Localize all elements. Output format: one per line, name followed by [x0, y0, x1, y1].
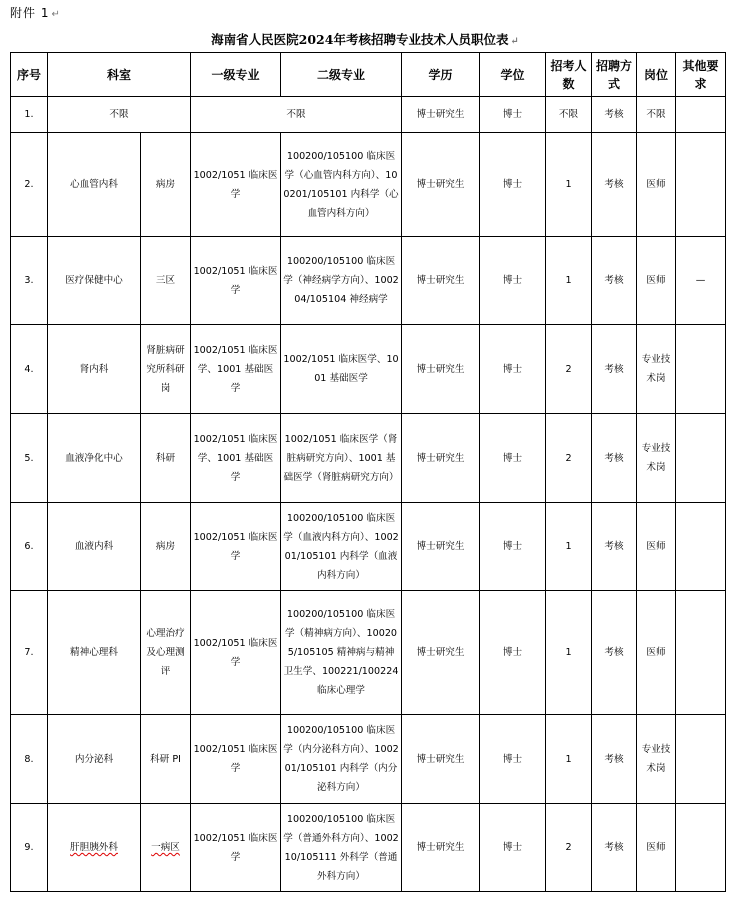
major2-cell: 100200/105100 临床医学（神经病学方向）、100204/105104 神经病学 — [281, 237, 402, 325]
subdept-cell: 科研 — [141, 414, 191, 503]
count-cell: 2 — [546, 325, 592, 414]
major1-cell: 1002/1051 临床医学 — [191, 591, 281, 715]
post-cell: 医师 — [637, 503, 676, 591]
education-cell: 博士研究生 — [402, 715, 480, 804]
attachment-label — [10, 4, 61, 21]
header-method: 招聘方式 — [592, 53, 637, 97]
header-seq: 序号 — [11, 53, 48, 97]
post-cell: 医师 — [637, 237, 676, 325]
header-major1: 一级专业 — [191, 53, 281, 97]
subdept-text: 一病区 — [151, 842, 180, 853]
major2-cell: 100200/105100 临床医学（心血管内科方向）、100201/105101 内科学（心血管内科方向） — [281, 133, 402, 237]
subdept-cell: 心理治疗及心理测评 — [141, 591, 191, 715]
method-cell: 考核 — [592, 591, 637, 715]
table-row — [11, 804, 726, 892]
degree-cell: 博士 — [480, 503, 546, 591]
subdept-cell: 病房 — [141, 133, 191, 237]
education-cell: 博士研究生 — [402, 414, 480, 503]
method-cell: 考核 — [592, 414, 637, 503]
subdept-cell: 病房 — [141, 503, 191, 591]
major1-cell: 1002/1051 临床医学 — [191, 503, 281, 591]
count-cell: 1 — [546, 715, 592, 804]
table-row — [11, 237, 726, 325]
other-cell — [676, 97, 726, 133]
other-cell — [676, 804, 726, 892]
dept-cell: 心血管内科 — [48, 133, 141, 237]
post-cell: 专业技术岗 — [637, 715, 676, 804]
education-cell: 博士研究生 — [402, 133, 480, 237]
method-cell: 考核 — [592, 97, 637, 133]
paragraph-mark-icon: ↵ — [51, 9, 61, 20]
page-title — [0, 30, 730, 48]
post-cell: 专业技术岗 — [637, 414, 676, 503]
seq-cell: 4. — [11, 325, 48, 414]
header-row — [11, 53, 726, 97]
table-row — [11, 133, 726, 237]
other-cell — [676, 715, 726, 804]
dept-cell: 精神心理科 — [48, 591, 141, 715]
table-row — [11, 715, 726, 804]
major1-cell: 1002/1051 临床医学、1001 基础医学 — [191, 414, 281, 503]
post-cell: 医师 — [637, 804, 676, 892]
count-cell: 不限 — [546, 97, 592, 133]
seq-cell: 5. — [11, 414, 48, 503]
dept-cell — [48, 804, 141, 892]
header-count: 招考人数 — [546, 53, 592, 97]
dept-cell: 不限 — [48, 97, 191, 133]
degree-cell: 博士 — [480, 715, 546, 804]
dept-cell: 医疗保健中心 — [48, 237, 141, 325]
header-dept: 科室 — [48, 53, 191, 97]
count-cell: 1 — [546, 237, 592, 325]
seq-cell: 6. — [11, 503, 48, 591]
education-cell: 博士研究生 — [402, 97, 480, 133]
major-cell: 不限 — [191, 97, 402, 133]
education-cell: 博士研究生 — [402, 237, 480, 325]
method-cell: 考核 — [592, 804, 637, 892]
header-degree: 学位 — [480, 53, 546, 97]
degree-cell: 博士 — [480, 804, 546, 892]
count-cell: 1 — [546, 133, 592, 237]
dept-cell: 血液内科 — [48, 503, 141, 591]
dept-text: 肝胆胰外科 — [70, 842, 118, 853]
degree-cell: 博士 — [480, 325, 546, 414]
other-cell: — — [676, 237, 726, 325]
method-cell: 考核 — [592, 715, 637, 804]
post-cell: 医师 — [637, 133, 676, 237]
subdept-cell: 肾脏病研究所科研岗 — [141, 325, 191, 414]
other-cell — [676, 503, 726, 591]
post-cell: 专业技术岗 — [637, 325, 676, 414]
subdept-cell — [141, 804, 191, 892]
major1-cell: 1002/1051 临床医学 — [191, 133, 281, 237]
education-cell: 博士研究生 — [402, 804, 480, 892]
method-cell: 考核 — [592, 503, 637, 591]
major1-cell: 1002/1051 临床医学 — [191, 237, 281, 325]
degree-cell: 博士 — [480, 591, 546, 715]
seq-cell: 8. — [11, 715, 48, 804]
major2-cell: 100200/105100 临床医学（精神病方向）、100205/105105 精神病与精神卫生学、100221/100224 临床心理学 — [281, 591, 402, 715]
method-cell: 考核 — [592, 237, 637, 325]
degree-cell: 博士 — [480, 237, 546, 325]
attachment-text: 附件 1 — [10, 6, 50, 20]
header-post: 岗位 — [637, 53, 676, 97]
post-cell: 不限 — [637, 97, 676, 133]
major1-cell: 1002/1051 临床医学 — [191, 715, 281, 804]
table-row — [11, 591, 726, 715]
table-row — [11, 503, 726, 591]
post-cell: 医师 — [637, 591, 676, 715]
other-cell — [676, 325, 726, 414]
dept-cell: 血液净化中心 — [48, 414, 141, 503]
count-cell: 2 — [546, 414, 592, 503]
table-row — [11, 414, 726, 503]
dept-cell: 内分泌科 — [48, 715, 141, 804]
major2-cell: 100200/105100 临床医学（普通外科方向）、100210/105111 外科学（普通外科方向） — [281, 804, 402, 892]
seq-cell: 7. — [11, 591, 48, 715]
dept-cell: 肾内科 — [48, 325, 141, 414]
count-cell: 1 — [546, 503, 592, 591]
table-row — [11, 325, 726, 414]
paragraph-mark-icon: ↵ — [510, 36, 519, 47]
count-cell: 1 — [546, 591, 592, 715]
major2-cell: 1002/1051 临床医学、1001 基础医学 — [281, 325, 402, 414]
major2-cell: 1002/1051 临床医学（肾脏病研究方向）、1001 基础医学（肾脏病研究方向） — [281, 414, 402, 503]
major2-cell: 100200/105100 临床医学（血液内科方向）、100201/105101 内科学（血液内科方向） — [281, 503, 402, 591]
degree-cell: 博士 — [480, 97, 546, 133]
subdept-cell: 三区 — [141, 237, 191, 325]
major2-cell: 100200/105100 临床医学（内分泌科方向）、100201/105101 内科学（内分泌科方向） — [281, 715, 402, 804]
education-cell: 博士研究生 — [402, 325, 480, 414]
positions-table — [10, 52, 726, 892]
seq-cell: 9. — [11, 804, 48, 892]
degree-cell: 博士 — [480, 133, 546, 237]
seq-cell: 1. — [11, 97, 48, 133]
other-cell — [676, 414, 726, 503]
header-major2: 二级专业 — [281, 53, 402, 97]
other-cell — [676, 591, 726, 715]
major1-cell: 1002/1051 临床医学、1001 基础医学 — [191, 325, 281, 414]
table-row — [11, 97, 726, 133]
header-other: 其他要求 — [676, 53, 726, 97]
title-text: 海南省人民医院2024年考核招聘专业技术人员职位表 — [211, 32, 509, 47]
header-education: 学历 — [402, 53, 480, 97]
education-cell: 博士研究生 — [402, 503, 480, 591]
method-cell: 考核 — [592, 133, 637, 237]
subdept-cell: 科研 PI — [141, 715, 191, 804]
seq-cell: 3. — [11, 237, 48, 325]
other-cell — [676, 133, 726, 237]
method-cell: 考核 — [592, 325, 637, 414]
degree-cell: 博士 — [480, 414, 546, 503]
count-cell: 2 — [546, 804, 592, 892]
seq-cell: 2. — [11, 133, 48, 237]
education-cell: 博士研究生 — [402, 591, 480, 715]
major1-cell: 1002/1051 临床医学 — [191, 804, 281, 892]
